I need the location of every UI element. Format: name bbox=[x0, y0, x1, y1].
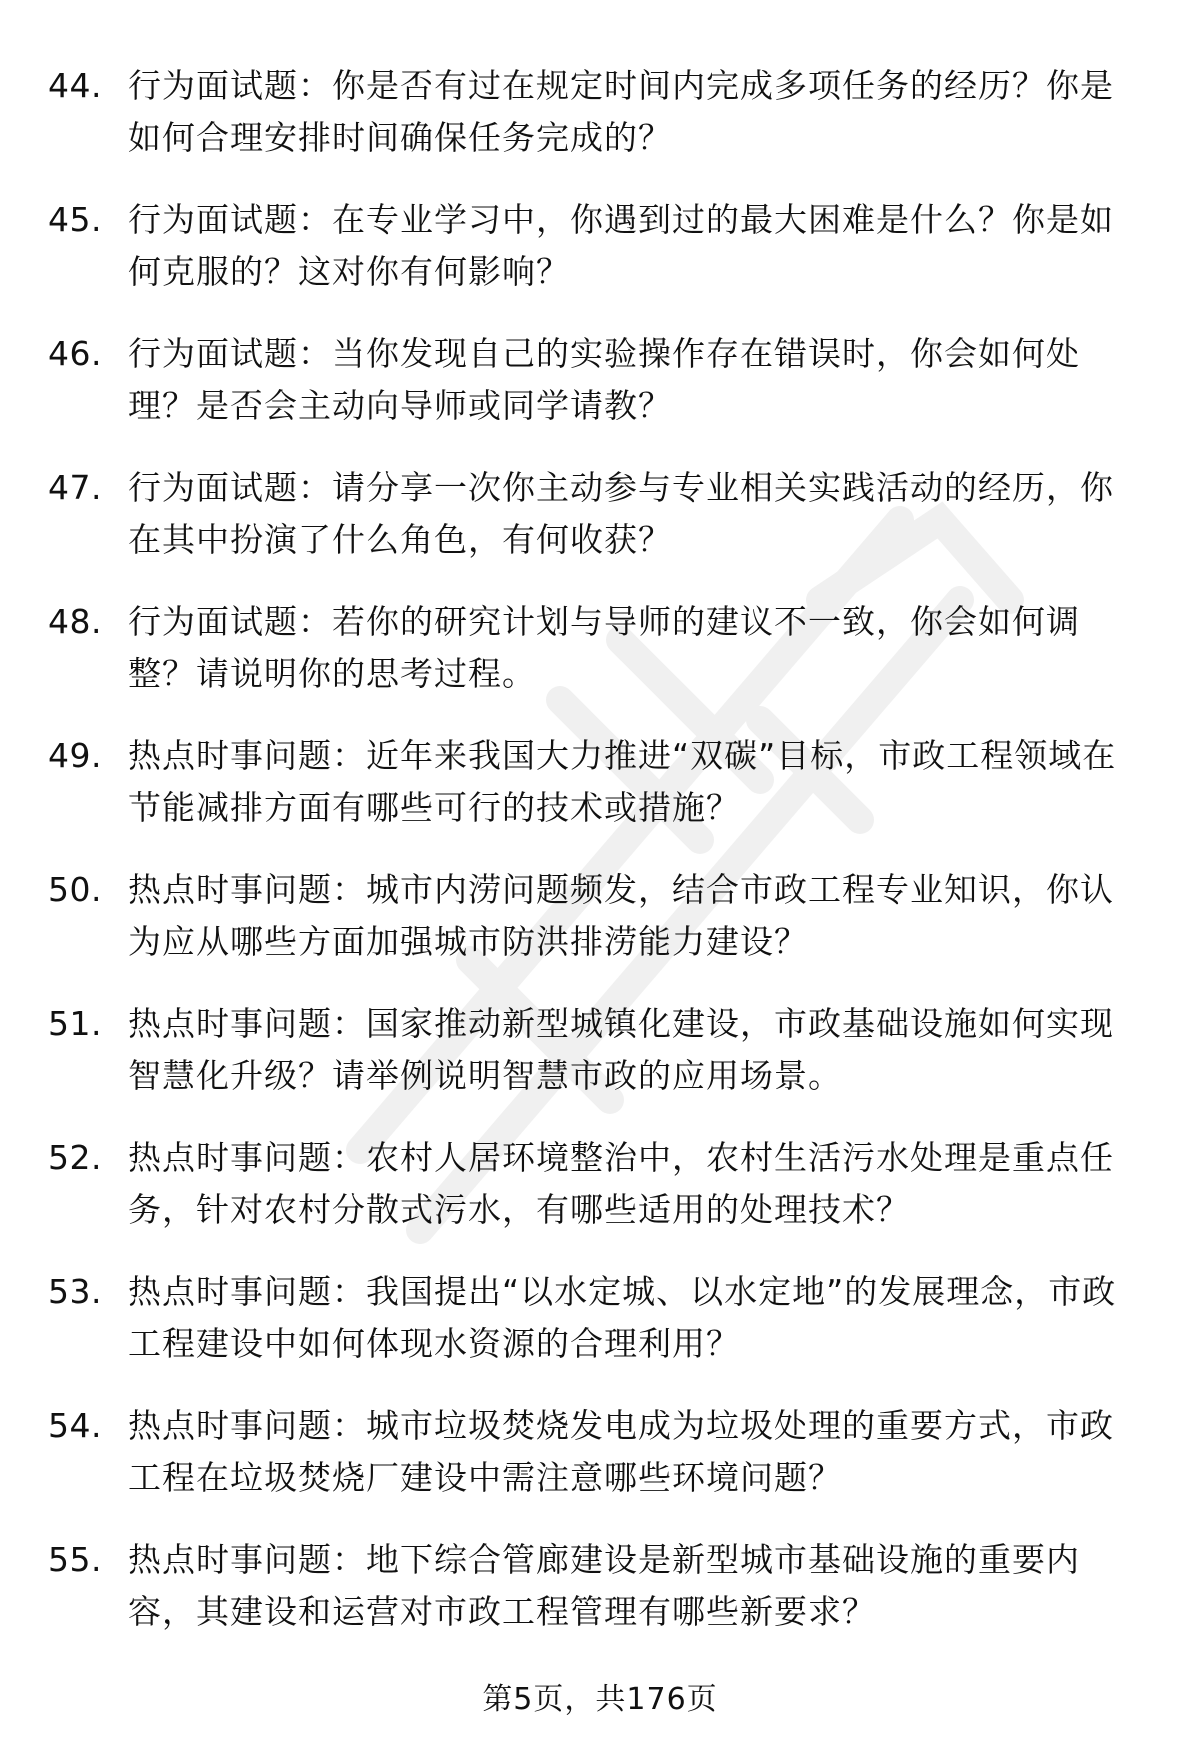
question-item bbox=[48, 328, 1138, 462]
question-number: 44. bbox=[48, 66, 102, 105]
question-text: 热点时事问题：我国提出“以水定城、以水定地”的发展理念，市政工程建设中如何体现水资源的合理利用？ bbox=[128, 1272, 1117, 1363]
question-text: 热点时事问题：国家推动新型城镇化建设，市政基础设施如何实现智慧化升级？请举例说明智慧市政的应用场景。 bbox=[128, 1004, 1114, 1095]
question-item bbox=[48, 864, 1138, 998]
question-item bbox=[48, 462, 1138, 596]
question-item bbox=[48, 194, 1138, 328]
question-text: 行为面试题：当你发现自己的实验操作存在错误时，你会如何处理？是否会主动向导师或同学请教？ bbox=[128, 334, 1080, 425]
question-item bbox=[48, 998, 1138, 1132]
question-number: 51. bbox=[48, 1004, 102, 1043]
question-number: 47. bbox=[48, 468, 102, 507]
question-text: 热点时事问题：农村人居环境整治中，农村生活污水处理是重点任务，针对农村分散式污水，有哪些适用的处理技术？ bbox=[128, 1138, 1114, 1229]
question-number: 50. bbox=[48, 870, 102, 909]
question-item bbox=[48, 730, 1138, 864]
question-item bbox=[48, 1132, 1138, 1266]
question-item bbox=[48, 60, 1138, 194]
question-number: 45. bbox=[48, 200, 102, 239]
question-text: 行为面试题：若你的研究计划与导师的建议不一致，你会如何调整？请说明你的思考过程。 bbox=[128, 602, 1080, 693]
question-text: 行为面试题：你是否有过在规定时间内完成多项任务的经历？你是如何合理安排时间确保任务完成的？ bbox=[128, 66, 1114, 157]
question-number: 48. bbox=[48, 602, 102, 641]
question-number: 53. bbox=[48, 1272, 102, 1311]
question-text: 热点时事问题：地下综合管廊建设是新型城市基础设施的重要内容，其建设和运营对市政工程管理有哪些新要求？ bbox=[128, 1540, 1080, 1631]
question-item bbox=[48, 1266, 1138, 1400]
question-text: 行为面试题：在专业学习中，你遇到过的最大困难是什么？你是如何克服的？这对你有何影响？ bbox=[128, 200, 1114, 291]
question-item bbox=[48, 1400, 1138, 1534]
question-number: 52. bbox=[48, 1138, 102, 1177]
question-number: 49. bbox=[48, 736, 102, 775]
question-number: 55. bbox=[48, 1540, 102, 1579]
question-item bbox=[48, 596, 1138, 730]
question-text: 热点时事问题：近年来我国大力推进“双碳”目标，市政工程领域在节能减排方面有哪些可行的技术或措施？ bbox=[128, 736, 1117, 827]
question-text: 热点时事问题：城市垃圾焚烧发电成为垃圾处理的重要方式，市政工程在垃圾焚烧厂建设中需注意哪些环境问题？ bbox=[128, 1406, 1114, 1497]
question-number: 46. bbox=[48, 334, 102, 373]
question-number: 54. bbox=[48, 1406, 102, 1445]
page-footer: 第5页，共176页 bbox=[482, 1682, 718, 1717]
question-text: 行为面试题：请分享一次你主动参与专业相关实践活动的经历，你在其中扮演了什么角色，有何收获？ bbox=[128, 468, 1114, 559]
question-item bbox=[48, 1534, 1138, 1668]
question-text: 热点时事问题：城市内涝问题频发，结合市政工程专业知识，你认为应从哪些方面加强城市防洪排涝能力建设？ bbox=[128, 870, 1114, 961]
question-list bbox=[48, 60, 1138, 1668]
